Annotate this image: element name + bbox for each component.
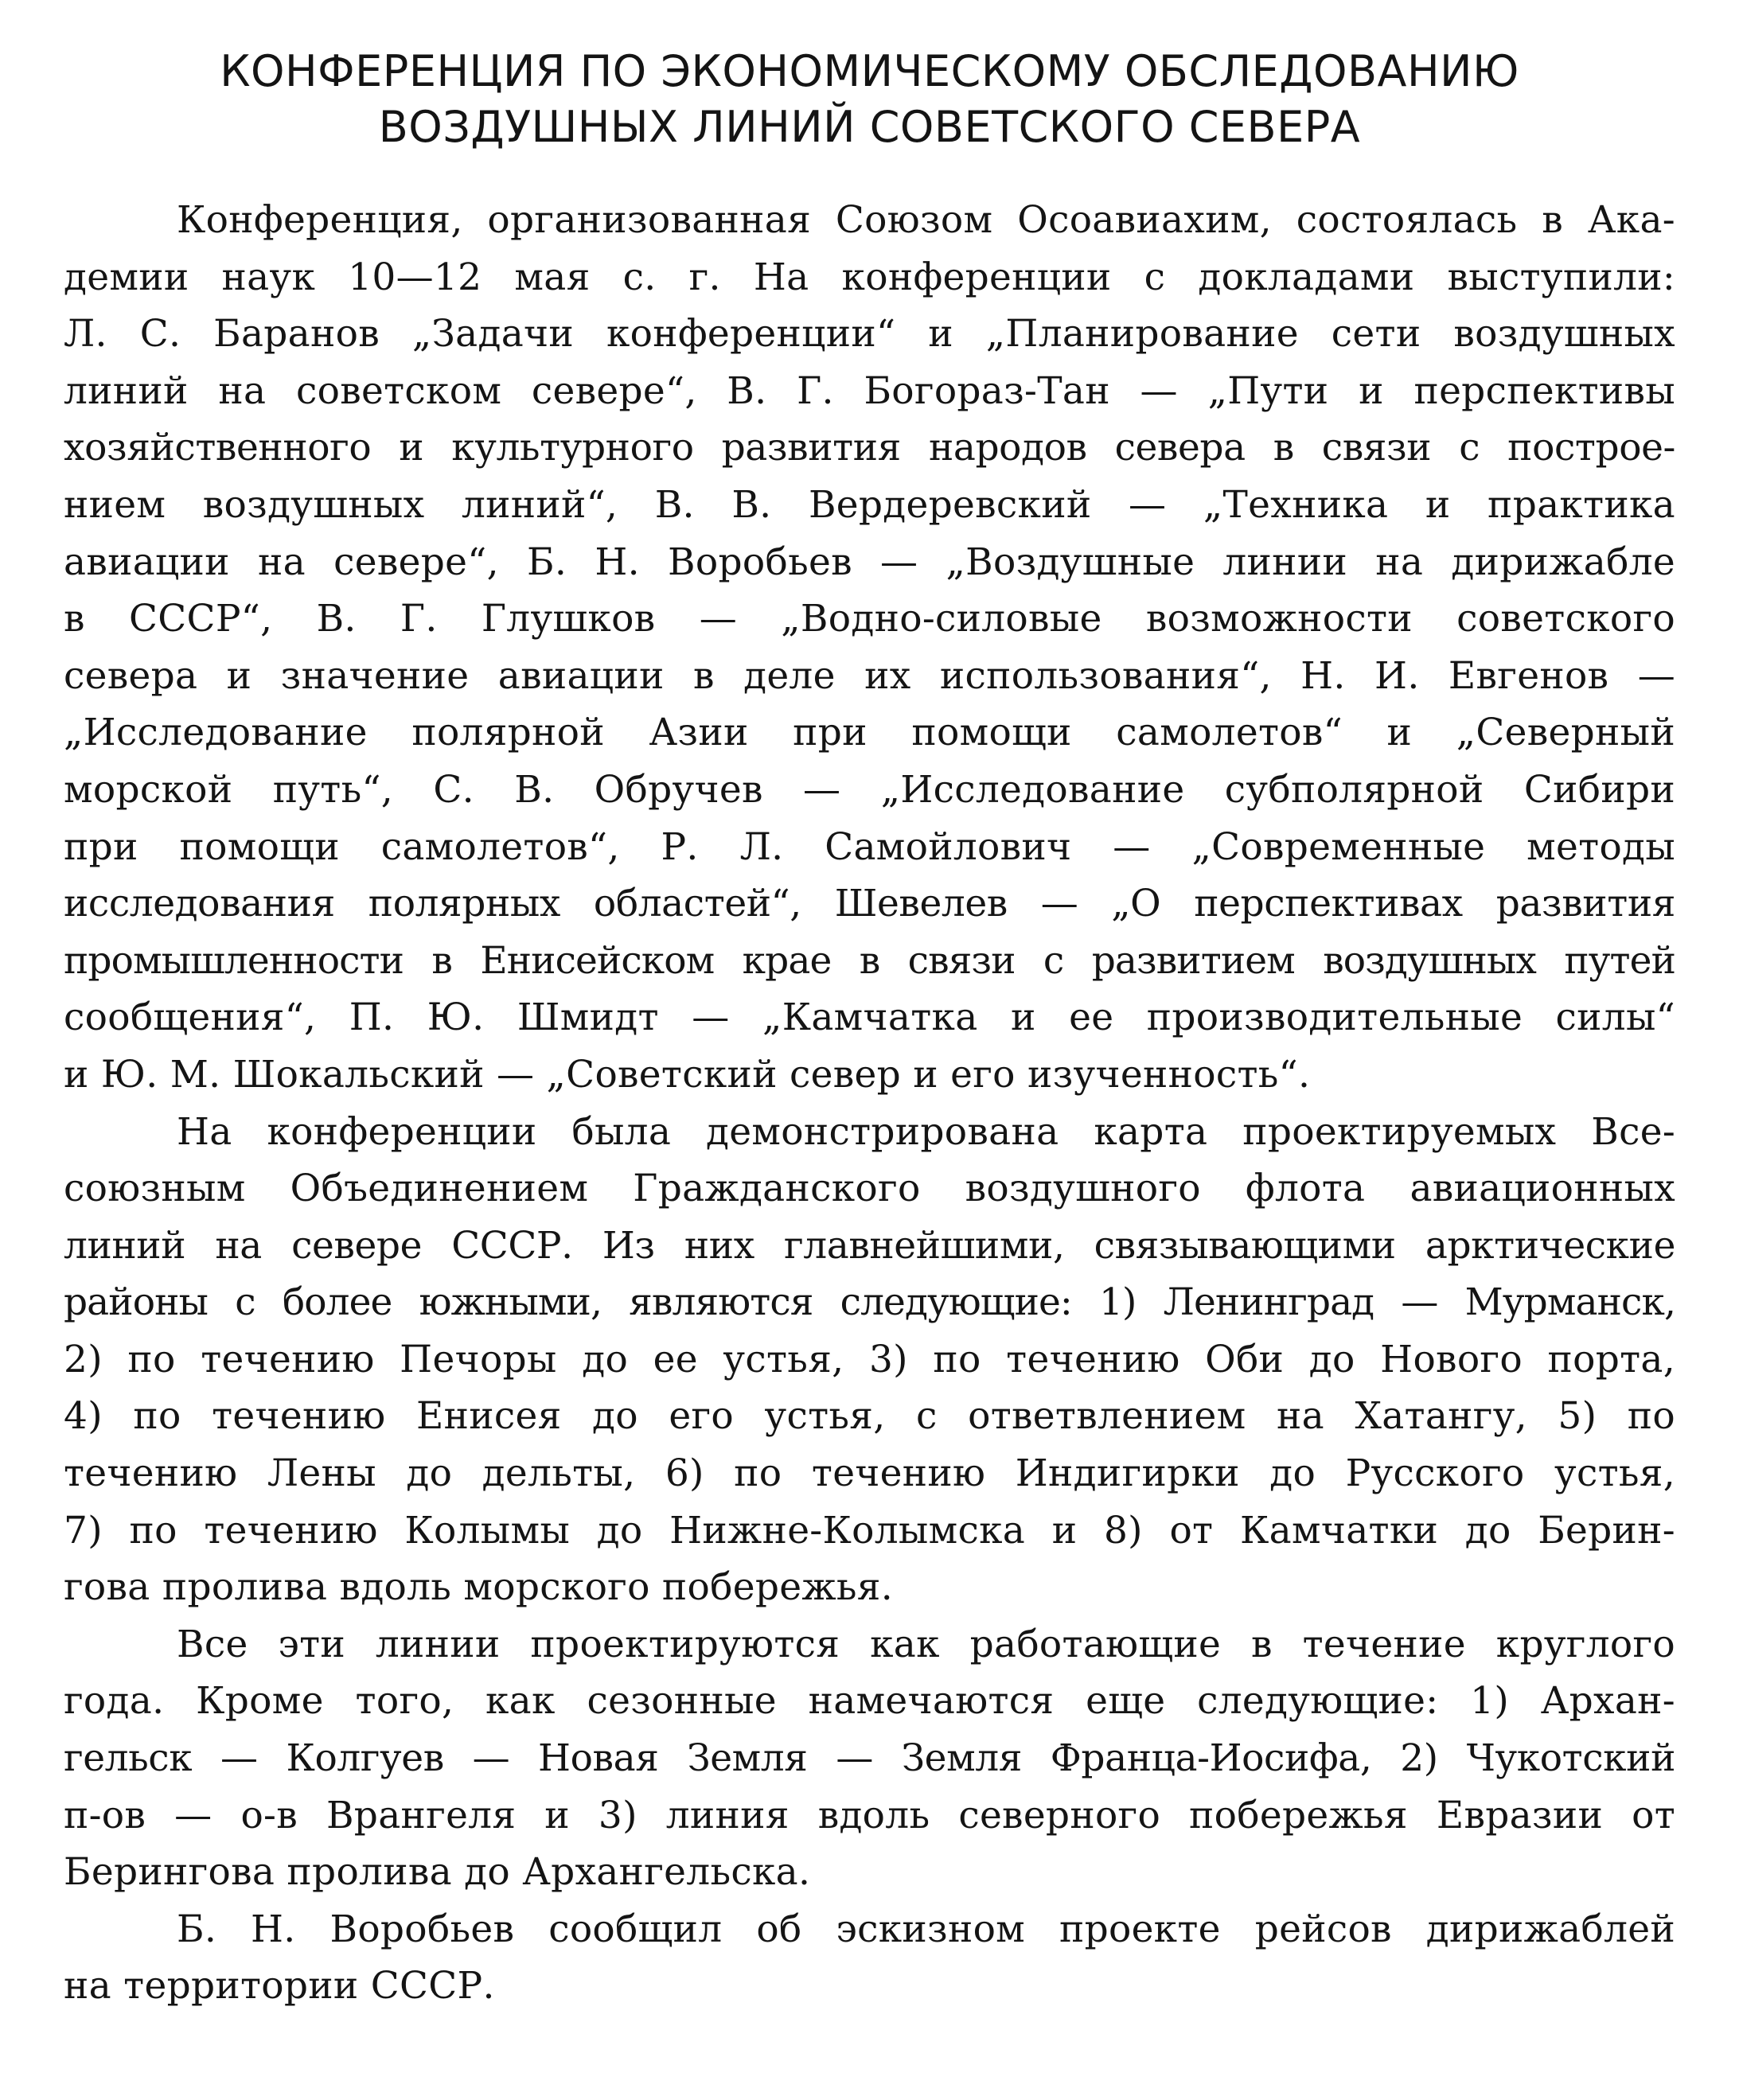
text-line: 2) по течению Печоры до ее устья, 3) по течению Оби до Нового порта, <box>64 1337 1675 1381</box>
text-line: нием воздушных линий“, В. В. Вердеревский — „Техника и практика <box>64 482 1675 527</box>
text-line: п-ов — о-в Врангеля и 3) линия вдоль северного побережья Евразии от <box>64 1793 1675 1837</box>
text-line: севера и значение авиации в деле их использования“, Н. И. Евгенов — <box>64 653 1675 698</box>
text-line: морской путь“, С. В. Обручев — „Исследование субполярной Сибири <box>64 767 1675 812</box>
text-line: хозяйственного и культурного развития народов севера в связи с построе- <box>64 426 1675 470</box>
heading-line-1: КОНФЕРЕНЦИЯ ПО ЭКОНОМИЧЕСКОМУ ОБСЛЕДОВАНИЮ <box>220 46 1519 96</box>
article-heading <box>64 44 1675 155</box>
heading-line-2: ВОЗДУШНЫХ ЛИНИЙ СОВЕТСКОГО СЕВЕРА <box>378 102 1361 152</box>
text-line: течению Лены до дельты, 6) по течению Индигирки до Русского устья, <box>64 1451 1675 1496</box>
text-line: Л. С. Баранов „Задачи конференции“ и „Планирование сети воздушных <box>64 312 1675 356</box>
text-line: Конференция, организованная Союзом Осоавиахим, состоялась в Ака- <box>177 198 1675 242</box>
text-line: 4) по течению Енисея до его устья, с ответвлением на Хатангу, 5) по <box>64 1394 1675 1439</box>
text-line: при помощи самолетов“, Р. Л. Самойлович — „Современные методы <box>64 824 1675 869</box>
text-line: авиации на севере“, Б. Н. Воробьев — „Воздушные линии на дирижабле <box>64 540 1675 584</box>
text-line: союзным Объединением Гражданского воздушного флота авиационных <box>64 1167 1675 1211</box>
text-line: 7) по течению Колымы до Нижне-Колымска и 8) от Камчатки до Берин- <box>64 1508 1675 1553</box>
text-line: Берингова пролива до Архангельска. <box>64 1850 811 1895</box>
text-line: Б. Н. Воробьев сообщил об эскизном проекте рейсов дирижаблей <box>177 1907 1675 1951</box>
article-body <box>64 192 1675 2015</box>
text-line: гова пролива вдоль морского побережья. <box>64 1565 893 1610</box>
text-line: линий на севере СССР. Из них главнейшими, связывающими арктические <box>64 1223 1675 1268</box>
text-line: промышленности в Енисейском крае в связи с развитием воздушных путей <box>64 938 1675 983</box>
text-line: линий на советском севере“, В. Г. Богораз-Тан — „Пути и перспективы <box>64 368 1675 413</box>
text-line: и Ю. М. Шокальский — „Советский север и его изученность“. <box>64 1052 1311 1097</box>
text-line: исследования полярных областей“, Шевелев — „О перспективах развития <box>64 882 1675 926</box>
text-line: на территории СССР. <box>64 1964 495 2008</box>
text-line: в СССР“, В. Г. Глушков — „Водно-силовые возможности советского <box>64 597 1675 641</box>
text-line: года. Кроме того, как сезонные намечаются еще следующие: 1) Архан- <box>64 1679 1675 1724</box>
text-line: районы с более южными, являются следующие: 1) Ленинград — Мурманск, <box>64 1280 1675 1325</box>
text-line: На конференции была демонстрирована карта проектируемых Все- <box>177 1109 1675 1154</box>
text-line: гельск — Колгуев — Новая Земля — Земля Франца-Иосифа, 2) Чукотский <box>64 1736 1675 1781</box>
text-line: демии наук 10—12 мая с. г. На конференции с докладами выступили: <box>64 255 1675 299</box>
text-line: Все эти линии проектируются как работающие в течение круглого <box>177 1622 1675 1666</box>
text-line: сообщения“, П. Ю. Шмидт — „Камчатка и ее производительные силы“ <box>64 995 1675 1040</box>
text-line: „Исследование полярной Азии при помощи самолетов“ и „Северный <box>64 711 1675 755</box>
